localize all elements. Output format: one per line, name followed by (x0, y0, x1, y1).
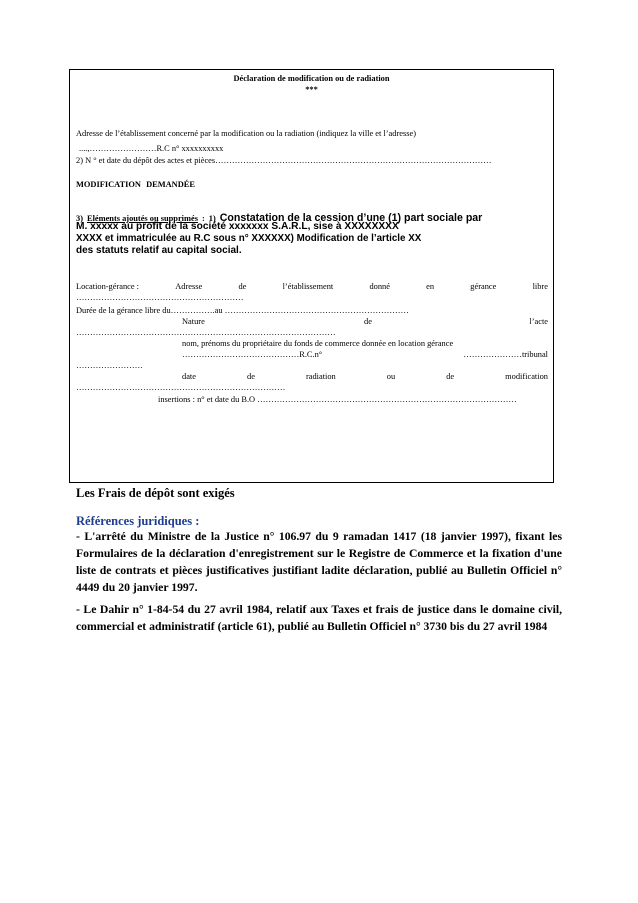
owner-name-line: nom, prénoms du propriétaire du fonds de commerce donnée en location gérance (182, 339, 454, 348)
nature-word: l’acte (529, 317, 548, 326)
location-word: gérance (470, 282, 497, 291)
item3-colon: : (201, 214, 205, 223)
references-heading: Références juridiques : (76, 514, 200, 528)
location-word: Adresse (175, 282, 203, 291)
tribunal-word: …………………tribunal (463, 350, 548, 359)
rc-word: ……………………………………R.C.n° (182, 350, 323, 359)
location-dots: …………………………………………………… (76, 293, 244, 302)
date-word: de (247, 372, 255, 381)
item3-text-1: Constatation de la cession d’une (1) part sociale par (219, 212, 483, 224)
frais-note: Les Frais de dépôt sont exigés (76, 486, 235, 500)
item3-text-3: XXXX et immatriculée au R.C sous n° XXXXXX) Modification de l’article XX (76, 233, 422, 244)
form-title: Déclaration de modification ou de radiation (233, 74, 390, 83)
nature-word: Nature (182, 317, 205, 326)
location-word: libre (532, 282, 548, 291)
item3-text-2: M. xxxxx au profit de la société xxxxxxx S.A.R.L, sise à XXXXXXXX (76, 221, 399, 232)
location-word: l’établissement (282, 282, 334, 291)
duree-line: Durée de la gérance libre du…………….au ………………………………………………………… (76, 306, 409, 315)
date-word: radiation (305, 372, 336, 381)
address-label: Adresse de l’établissement concerné par la modification ou la radiation (indiquez la ville et l’adresse) (76, 129, 416, 138)
date-row (182, 373, 548, 381)
item3-label: 3) (76, 214, 83, 223)
date-word: date (182, 372, 196, 381)
rc-number-line: ....,……………………R.C n° xxxxxxxxxx (79, 144, 224, 153)
date-word: modification (505, 372, 548, 381)
date-word: de (446, 372, 455, 381)
reference-paragraph-2: - Le Dahir n° 1-84-54 du 27 avril 1984, relatif aux Taxes et frais de justice dans le domaine civil, commercial et administratif (article 61), publié au Bulletin Officiel n° 3730 bis du 27 avril 1984 (76, 603, 562, 633)
location-word: de (238, 282, 247, 291)
form-title-stars: *** (305, 85, 318, 94)
item3-underlined: Eléments ajoutés ou supprimés (86, 214, 198, 223)
date-word: ou (386, 372, 396, 381)
location-word: Location-gérance : (76, 282, 140, 291)
item3-num: 1) (208, 214, 216, 223)
date-dots: ………………………………………………………………… (76, 383, 286, 392)
location-word: en (426, 282, 435, 291)
nature-word: de (364, 317, 372, 326)
insertions-line: insertions : n° et date du B.O ………………………………………………………………………………… (158, 395, 517, 404)
deposit-line: 2) N ° et date du dépôt des actes et pièces……………………………………………………………………………………… (76, 157, 492, 165)
nature-dots: ………………………………………………………………………………… (76, 328, 336, 337)
modification-heading: MODIFICATION DEMANDÉE (76, 180, 195, 189)
item3-text-4: des statuts relatif au capital social. (76, 245, 242, 256)
location-gerance-row (76, 283, 548, 291)
reference-paragraph-1: - L'arrêté du Ministre de la Justice n° 106.97 du 9 ramadan 1417 (18 janvier 1997), fixant les Formulaires de la déclaration d'enregistrement sur le Registre de Commerce et la fixation d'une liste de contrats et pièces justificatives justifiant ladite déclaration, publié au Bulletin Officiel n° 4449 du 20 janvier 1997. (76, 530, 562, 594)
location-word: donné (369, 282, 390, 291)
rc-dots: …………………… (76, 361, 143, 370)
